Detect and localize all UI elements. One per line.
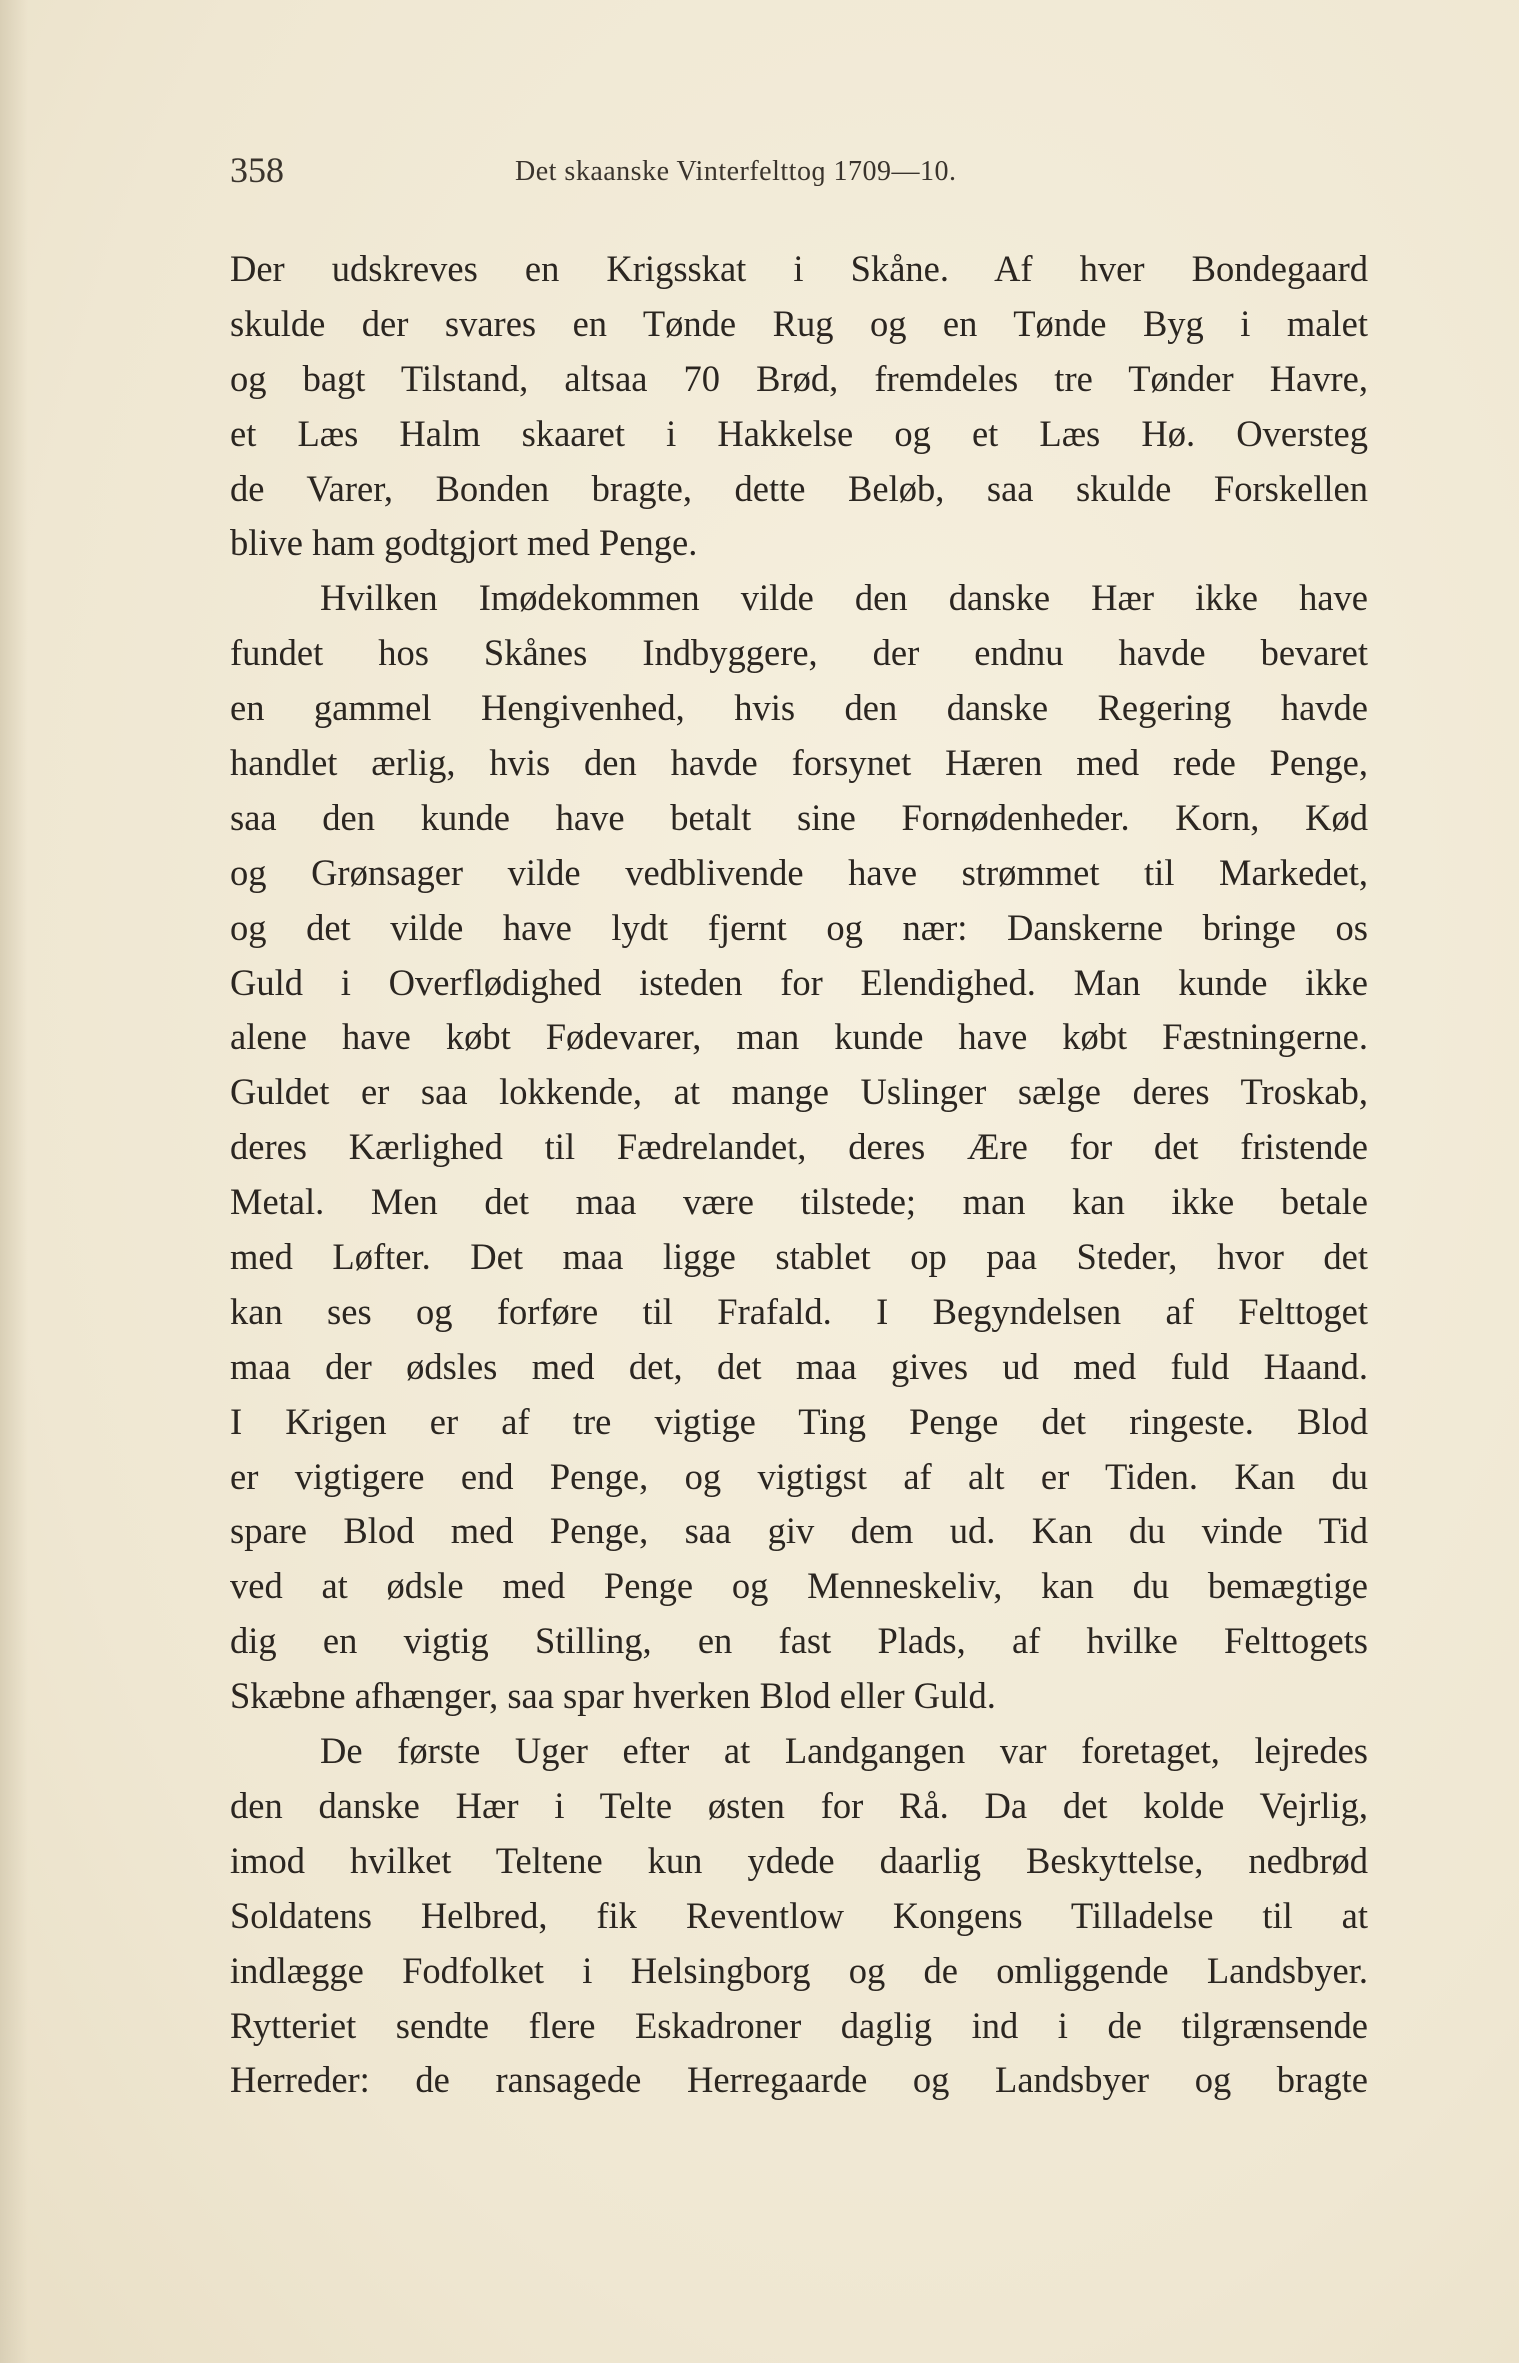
text-line: og Grønsager vilde vedblivende have strømmet til Markedet, bbox=[230, 851, 1368, 893]
text-line: et Læs Halm skaaret i Hakkelse og et Læs Hø. Oversteg bbox=[230, 412, 1368, 454]
body-text bbox=[230, 242, 1368, 2108]
text-line: er vigtigere end Penge, og vigtigst af alt er Tiden. Kan du bbox=[230, 1455, 1368, 1497]
text-line: indlægge Fodfolket i Helsingborg og de omliggende Landsbyer. bbox=[230, 1949, 1368, 1991]
text-line: Soldatens Helbred, fik Reventlow Kongens Tilladelse til at bbox=[230, 1894, 1368, 1936]
page-gutter-shadow bbox=[0, 0, 28, 2363]
text-line: kan ses og forføre til Frafald. I Begyndelsen af Felttoget bbox=[230, 1290, 1368, 1332]
text-line: fundet hos Skånes Indbyggere, der endnu havde bevaret bbox=[230, 632, 1368, 674]
text-line: og det vilde have lydt fjernt og nær: Danskerne bringe os bbox=[230, 906, 1368, 948]
text-line: imod hvilket Teltene kun ydede daarlig Beskyttelse, nedbrød bbox=[230, 1839, 1368, 1881]
text-line: alene have købt Fødevarer, man kunde have købt Fæstningerne. bbox=[230, 1016, 1368, 1058]
text-line: dig en vigtig Stilling, en fast Plads, af hvilke Felttogets bbox=[230, 1620, 1368, 1662]
text-line: den danske Hær i Telte østen for Rå. Da det kolde Vejrlig, bbox=[230, 1784, 1368, 1826]
text-line: spare Blod med Penge, saa giv dem ud. Kan du vinde Tid bbox=[230, 1510, 1368, 1552]
text-line: med Løfter. Det maa ligge stablet op paa Steder, hvor det bbox=[230, 1236, 1368, 1278]
text-line: og bagt Tilstand, altsaa 70 Brød, fremdeles tre Tønder Havre, bbox=[230, 357, 1368, 399]
text-line: deres Kærlighed til Fædrelandet, deres Ære for det fristende bbox=[230, 1126, 1368, 1168]
running-header bbox=[230, 148, 1370, 192]
text-line: ved at ødsle med Penge og Menneskeliv, kan du bemægtige bbox=[230, 1565, 1368, 1607]
text-line: Hvilken Imødekommen vilde den danske Hær ikke have bbox=[320, 577, 1368, 619]
text-line: Guld i Overflødighed isteden for Elendighed. Man kunde ikke bbox=[230, 961, 1368, 1003]
text-line: maa der ødsles med det, det maa gives ud med fuld Haand. bbox=[230, 1345, 1368, 1387]
text-line: handlet ærlig, hvis den havde forsynet Hæren med rede Penge, bbox=[230, 742, 1368, 784]
text-line: de Varer, Bonden bragte, dette Beløb, saa skulde Forskellen bbox=[230, 467, 1368, 509]
text-line: Der udskreves en Krigsskat i Skåne. Af hver Bondegaard bbox=[230, 248, 1368, 289]
text-line: Rytteriet sendte flere Eskadroner daglig ind i de tilgrænsende bbox=[230, 2004, 1368, 2046]
text-line: blive ham godtgjort med Penge. bbox=[230, 522, 698, 564]
text-line: I Krigen er af tre vigtige Ting Penge det ringeste. Blod bbox=[230, 1400, 1368, 1442]
text-line: Guldet er saa lokkende, at mange Uslinger sælge deres Troskab, bbox=[230, 1071, 1368, 1113]
text-line: en gammel Hengivenhed, hvis den danske Regering havde bbox=[230, 687, 1368, 729]
text-line: skulde der svares en Tønde Rug og en Tønde Byg i malet bbox=[230, 302, 1368, 344]
text-line: saa den kunde have betalt sine Fornødenheder. Korn, Kød bbox=[230, 796, 1368, 838]
page-number: 358 bbox=[230, 150, 284, 190]
text-line: Skæbne afhænger, saa spar hverken Blod eller Guld. bbox=[230, 1675, 996, 1717]
running-title: Det skaanske Vinterfelttoɡ 1709—10. bbox=[515, 156, 957, 187]
text-line: Herreder: de ransagede Herregaarde og Landsbyer og bragte bbox=[230, 2059, 1368, 2101]
text-line: De første Uger efter at Landgangen var foretaget, lejredes bbox=[320, 1730, 1368, 1772]
text-line: Metal. Men det maa være tilstede; man kan ikke betale bbox=[230, 1181, 1368, 1223]
